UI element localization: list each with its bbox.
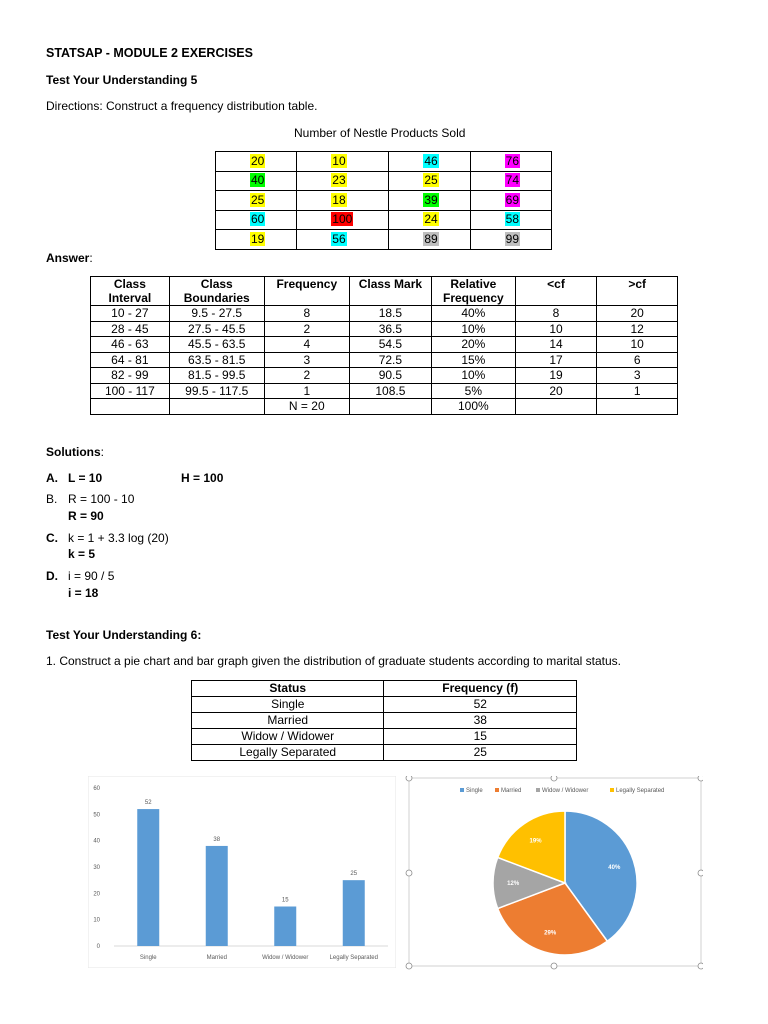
grid-value: 18 [332,192,346,207]
pie-data-label: 19% [529,838,542,845]
legend-swatch [536,788,540,792]
grid-value: 25 [424,173,438,188]
table-cell: 15 [384,729,577,745]
grid-cell [297,210,389,230]
table-cell: 1 [597,383,678,399]
table-cell: 18.5 [349,306,431,322]
section-heading-tyu5: Test Your Understanding 5 [46,73,198,87]
table-row [91,337,678,353]
resize-handle-icon [551,963,557,969]
grid-value: 99 [505,231,520,246]
table-cell: 54.5 [349,337,431,353]
table-cell [91,399,170,415]
table-cell: 20 [515,383,597,399]
resize-handle-icon [551,776,557,781]
grid-value: 89 [424,231,438,246]
nestle-products-table [215,151,552,250]
y-tick-label: 30 [93,865,100,871]
bar-data-label: 38 [213,836,221,843]
solution-b-letter: B. [46,492,58,506]
grid-value: 56 [332,231,346,246]
resize-handle-icon [406,870,412,876]
table-cell: 10% [431,368,515,384]
resize-handle-icon [406,963,412,969]
y-tick-label: 10 [93,917,100,924]
grid-cell [297,171,389,191]
grid-cell [470,210,551,230]
grid-row [216,152,552,172]
solution-c-letter: C. [46,531,58,545]
table-cell: 40% [431,306,515,322]
pie-data-label: 29% [544,930,557,937]
table-cell [169,399,264,415]
table-cell: 45.5 - 63.5 [169,337,264,353]
table-cell: 3 [597,368,678,384]
table-cell [515,399,597,415]
grid-row [216,191,552,211]
table-cell: 8 [264,306,349,322]
grid-cell [216,210,297,230]
grid-value: 24 [424,212,438,227]
table-cell: 10 [515,321,597,337]
solution-c-line2: k = 5 [68,547,96,561]
y-tick-label: 40 [93,838,100,845]
table-cell: 36.5 [349,321,431,337]
table-cell: 4 [264,337,349,353]
x-tick-label: Married [206,955,227,961]
grid-cell [297,152,389,172]
table-cell: 19 [515,368,597,384]
grid-cell [470,230,551,250]
legend-swatch [610,788,614,792]
table-cell: 3 [264,352,349,368]
grid-cell [389,191,470,211]
table-row [91,383,678,399]
grid-row [216,210,552,230]
table-cell: 64 - 81 [91,352,170,368]
grid-cell [389,171,470,191]
table-cell: 8 [515,306,597,322]
grid-value: 39 [424,192,438,207]
bar-chart [88,776,396,968]
grid-value: 20 [251,153,265,168]
table-cell: Married [192,713,384,729]
document-title: STATSAP - MODULE 2 EXERCISES [46,46,253,60]
frequency-distribution-table [90,276,678,415]
y-tick-label: 20 [93,891,100,898]
grid-value: 58 [505,212,520,227]
table-header-cell: Class Boundaries [169,277,264,306]
table-header-cell: >cf [597,277,678,306]
table-row [91,321,678,337]
grid-cell [216,230,297,250]
bar [274,907,296,947]
table-cell: 28 - 45 [91,321,170,337]
table-row [192,729,577,745]
table-row [91,368,678,384]
grid-value: 19 [251,231,265,246]
resize-handle-icon [698,963,703,969]
grid-cell [389,152,470,172]
table-cell: 9.5 - 27.5 [169,306,264,322]
y-tick-label: 0 [96,944,100,950]
table-cell: 2 [264,321,349,337]
grid-row [216,230,552,250]
table-cell: 12 [597,321,678,337]
table-cell: 14 [515,337,597,353]
table-cell: 6 [597,352,678,368]
legend-swatch [495,788,499,792]
table-cell: 82 - 99 [91,368,170,384]
grid-cell [470,191,551,211]
resize-handle-icon [406,776,412,781]
grid-title: Number of Nestle Products Sold [294,126,466,140]
table-header-cell: Status [192,681,384,697]
section-heading-tyu6: Test Your Understanding 6: [46,628,202,642]
solutions-label: Solutions: [46,445,105,459]
tyu6-instruction: 1. Construct a pie chart and bar graph given the distribution of graduate students according to marital status. [46,654,621,668]
table-cell: 100 - 117 [91,383,170,399]
bar [137,809,159,946]
table-cell: 108.5 [349,383,431,399]
grid-value: 10 [332,153,346,168]
table-header-cell: <cf [515,277,597,306]
grid-cell [216,152,297,172]
table-cell: 25 [384,745,577,761]
grid-cell [389,230,470,250]
bar-data-label: 15 [281,897,289,904]
legend-label: Legally Separated [616,788,665,794]
grid-row [216,171,552,191]
table-row [91,306,678,322]
table-header-cell: Frequency [264,277,349,306]
table-row [192,745,577,761]
table-cell: Widow / Widower [192,729,384,745]
table-cell: 81.5 - 99.5 [169,368,264,384]
table-cell: 72.5 [349,352,431,368]
table-cell: Single [192,697,384,713]
solution-d-letter: D. [46,569,58,583]
grid-value: 76 [505,153,520,168]
bar [343,880,365,946]
table-cell: 27.5 - 45.5 [169,321,264,337]
table-cell: 52 [384,697,577,713]
table-cell: 5% [431,383,515,399]
table-cell: 17 [515,352,597,368]
grid-value: 25 [251,192,265,207]
grid-value: 60 [251,212,265,227]
solution-c-line1: k = 1 + 3.3 log (20) [68,531,169,545]
table-cell: 20 [597,306,678,322]
grid-cell [389,210,470,230]
resize-handle-icon [698,776,703,781]
solution-a-h: H = 100 [181,471,224,485]
table-cell: 15% [431,352,515,368]
table-cell: 46 - 63 [91,337,170,353]
solution-b-line1: R = 100 - 10 [68,492,135,506]
legend-label: Married [501,788,522,794]
table-cell: 90.5 [349,368,431,384]
table-cell: 2 [264,368,349,384]
solution-a-l: L = 10 [68,471,103,485]
solution-a-letter: A. [46,471,58,485]
table-cell: 38 [384,713,577,729]
grid-value: 40 [251,173,265,188]
table-header-cell: Class Mark [349,277,431,306]
table-cell: N = 20 [264,399,349,415]
bar [206,846,228,946]
y-tick-label: 60 [93,786,100,792]
legend-label: Widow / Widower [542,788,589,794]
grid-value: 100 [332,212,353,227]
y-tick-label: 50 [93,812,100,819]
grid-cell [216,191,297,211]
table-cell: 10 [597,337,678,353]
solution-d-line1: i = 90 / 5 [68,569,115,583]
table-cell [349,399,431,415]
answer-label: Answer: [46,251,93,265]
directions-text: Directions: Construct a frequency distribution table. [46,99,318,113]
table-header-cell: Frequency (f) [384,681,577,697]
grid-cell [297,230,389,250]
grid-value: 69 [505,192,520,207]
pie-chart [405,776,703,970]
solution-b-line2: R = 90 [68,509,104,523]
legend-label: Single [466,788,483,794]
marital-status-table [191,680,577,761]
table-cell [597,399,678,415]
bar-data-label: 52 [144,800,152,807]
table-header-cell: Relative Frequency [431,277,515,306]
table-cell: Legally Separated [192,745,384,761]
table-row [91,352,678,368]
x-tick-label: Single [139,955,157,961]
table-cell: 63.5 - 81.5 [169,352,264,368]
grid-cell [216,171,297,191]
table-cell: 20% [431,337,515,353]
table-cell: 1 [264,383,349,399]
x-tick-label: Legally Separated [329,955,378,961]
table-cell: 10% [431,321,515,337]
table-row [91,399,678,415]
grid-cell [470,152,551,172]
pie-data-label: 12% [507,881,520,887]
table-cell: 99.5 - 117.5 [169,383,264,399]
bar-data-label: 25 [350,871,358,878]
table-cell: 100% [431,399,515,415]
table-row [192,713,577,729]
table-row [192,697,577,713]
table-header-cell: Class Interval [91,277,170,306]
solution-d-line2: i = 18 [68,586,99,600]
resize-handle-icon [698,870,703,876]
grid-cell [297,191,389,211]
legend-swatch [460,788,464,792]
grid-value: 46 [424,153,438,168]
grid-value: 74 [505,173,520,188]
pie-data-label: 40% [608,864,621,871]
grid-cell [470,171,551,191]
grid-value: 23 [332,173,346,188]
table-cell: 10 - 27 [91,306,170,322]
x-tick-label: Widow / Widower [262,955,309,961]
